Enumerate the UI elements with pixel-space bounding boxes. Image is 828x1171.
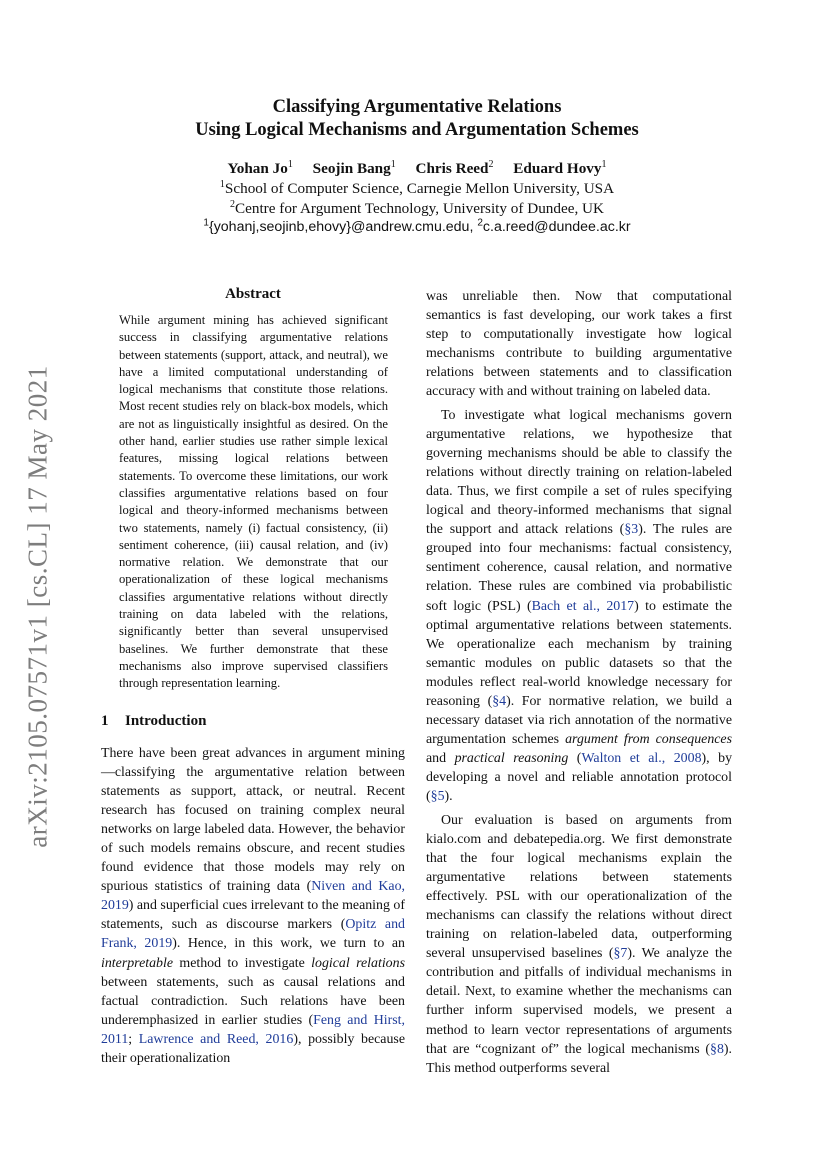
citation-link[interactable]: Lawrence and Reed, 2016: [138, 1031, 294, 1047]
author: Seojin Bang$^1$: [312, 158, 396, 177]
intro-paragraph-1: There have been great advances in argument mining—classifying the argumentative relation between statements as support, attack, or neutral. Recent research has focused on training complex neural networks on large labeled data. However, the behavior of such models remains obscure, and recent studies found evidence that those models may rely on spurious statistics of training data (Niven and Kao, 2019) and superficial cues irrelevant to the meaning of statements, such as discourse markers (Opitz and Frank, 2019). Hence, in this work, we turn to an interpretable method to investigate logical relations between statements, such as causal relations and factual contradiction. Such relations have been underemphasized in earlier studies (Feng and Hirst, 2011; Lawrence and Reed, 2016), possibly because their operationalization: [101, 745, 405, 1067]
section-heading-introduction: [101, 711, 405, 731]
author: Yohan Jo$^1$: [227, 158, 293, 177]
right-column: [426, 287, 732, 1078]
citation-link[interactable]: Niven and Kao, 2019: [101, 879, 405, 914]
author-list: [100, 159, 734, 179]
paper-title-line-1: Classifying Argumentative Relations: [272, 97, 562, 117]
section-reference-link[interactable]: §4: [492, 693, 507, 709]
citation-link[interactable]: Bach et al., 2017: [531, 598, 635, 614]
section-reference-link[interactable]: §8: [710, 1041, 724, 1057]
intro-paragraph-1-continued: was unreliable then. Now that computational semantics is fast developing, our work takes a first step to computationally investigate how logical mechanisms contribute to building argumentative relations between statements and to classification accuracy with and without training on labeled data.: [426, 289, 732, 400]
citation-link[interactable]: Walton et al., 2008: [581, 751, 702, 767]
affiliation-1: $^1$School of Computer Science, Carnegie Mellon University, USA: [219, 178, 615, 197]
paper-title-line-2: Using Logical Mechanisms and Argumentation Schemes: [195, 120, 639, 140]
citation-link[interactable]: Opitz and Frank, 2019: [101, 917, 405, 952]
author-emails: $^1${yohanj,seojinb,ehovy}@andrew.cmu.edu, $^2$c.a.reed@dundee.ac.kr: [203, 217, 631, 235]
section-number: 1: [101, 712, 109, 729]
author: Chris Reed$^2$: [415, 158, 494, 177]
arxiv-identifier-text: arXiv:2105.07571v1 [cs.CL] 17 May 2021: [22, 364, 53, 848]
section-reference-link[interactable]: §3: [624, 522, 639, 538]
section-reference-link[interactable]: §7: [613, 946, 628, 962]
abstract-heading: Abstract: [225, 286, 281, 302]
author: Eduard Hovy$^1$: [513, 158, 607, 177]
abstract-text: While argument mining has achieved significant success in classifying argumentative relations between statements (support, attack, and neutral), we have a limited computational understanding of logical mechanisms that constitute those relations. Most recent studies rely on black-box models, which are not as linguistically insightful as desired. On the other hand, earlier studies use rather simple lexical features, missing logical relations between statements. To overcome these limitations, our work classifies argumentative relations based on four logical and theory-informed mechanisms between two statements, namely (i) factual consistency, (ii) sentiment coherence, (iii) causal relation, and (iv) normative relation. We demonstrate that our operationalization of these logical mechanisms classifies argumentative relations without directly training on data labeled with the relations, significantly better than several unsupervised baselines. We further demonstrate that these mechanisms also improve supervised classifiers through representation learning.: [119, 313, 388, 691]
arxiv-identifier-stamp: [22, 356, 54, 856]
section-reference-link[interactable]: §5: [430, 789, 445, 805]
citation-link[interactable]: Feng and Hirst, 2011: [101, 1012, 405, 1047]
affiliation-2: $^2$Centre for Argument Technology, University of Dundee, UK: [230, 198, 604, 217]
paper-header: [100, 96, 734, 238]
intro-paragraph-2: To investigate what logical mechanisms govern argumentative relations, we hypothesize that governing mechanisms should be able to classify the relations without directly training on relation-labeled data. Thus, we first compile a set of rules specifying logical and theory-informed mechanisms that signal the support and attack relations (§3). The rules are grouped into four mechanisms: factual consistency, sentiment coherence, causal relation, and normative relation. These rules are combined via probabilistic soft logic (PSL) (Bach et al., 2017) to estimate the optimal argumentative relations between statements. We operationalize each mechanism by training semantic modules on public datasets so that the modules reflect real-world knowledge necessary for reasoning (§4). For normative relation, we build a necessary dataset via rich annotation of the normative argumentation schemes argument from consequences and practical reasoning (Walton et al., 2008), by developing a novel and reliable annotation protocol (§5).: [426, 407, 733, 805]
left-column: [101, 284, 405, 1068]
intro-paragraph-3: Our evaluation is based on arguments from kialo.com and debatepedia.org. We first demonstrate that the four logical mechanisms explain the argumentative relations between statements effectively. PSL with our operationalization of the mechanisms can classify the relations without direct training on relation-labeled data, outperforming several unsupervised baselines (§7). We analyze the contribution and pitfalls of individual mechanisms in detail. Next, to examine whether the mechanisms can further inform supervised models, we present a method to learn vector representations of arguments that are “cognizant of” the logical mechanisms (§8). This method outperforms several: [426, 812, 733, 1076]
section-title: Introduction: [125, 712, 207, 729]
